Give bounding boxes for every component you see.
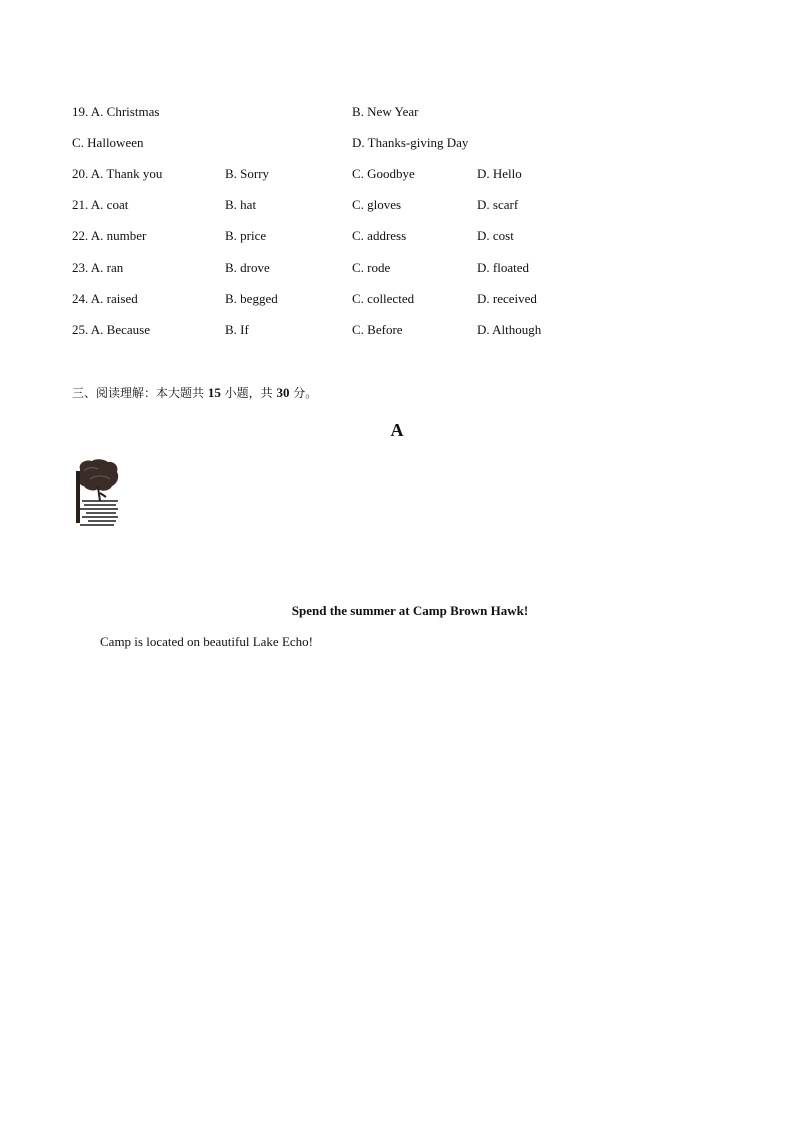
option-text: C. Before <box>352 322 403 337</box>
option-text: B. price <box>225 228 267 243</box>
section-score: 30 <box>276 385 290 400</box>
option-text: B. begged <box>225 291 278 306</box>
option-text: C. Goodbye <box>352 166 415 181</box>
section-heading-middle: 小题，共 <box>220 386 277 400</box>
option-text: B. If <box>225 322 249 337</box>
option-text: 24. A. raised <box>72 291 138 306</box>
option-text: C. address <box>352 228 407 243</box>
option-text: D. received <box>477 291 537 306</box>
camp-tree-logo-icon <box>74 457 120 527</box>
option-text: 19. A. Christmas <box>72 104 160 119</box>
option-text: C. rode <box>352 260 391 275</box>
option-text: D. cost <box>477 228 514 243</box>
option-text: 20. A. Thank you <box>72 166 163 181</box>
option-text: D. scarf <box>477 197 519 212</box>
option-text: C. collected <box>352 291 415 306</box>
option-text: D. Thanks-giving Day <box>352 135 469 150</box>
option-text: 23. A. ran <box>72 260 124 275</box>
option-row <box>72 226 722 246</box>
section-heading <box>72 383 317 403</box>
section-question-count: 15 <box>207 385 221 400</box>
section-heading-suffix: 分。 <box>289 386 318 400</box>
option-text: D. Although <box>477 322 542 337</box>
option-row <box>72 133 722 153</box>
option-row <box>72 164 722 184</box>
option-text: 22. A. number <box>72 228 147 243</box>
option-text: D. floated <box>477 260 529 275</box>
option-text: C. gloves <box>352 197 402 212</box>
option-text: B. Sorry <box>225 166 270 181</box>
camp-ad-line: Camp is located on beautiful Lake Echo! <box>100 634 313 649</box>
option-text: B. drove <box>225 260 270 275</box>
option-row <box>72 258 722 278</box>
camp-ad-title: Spend the summer at Camp Brown Hawk! <box>291 603 529 618</box>
option-text: 21. A. coat <box>72 197 129 212</box>
option-text: 25. A. Because <box>72 322 150 337</box>
option-text: D. Hello <box>477 166 522 181</box>
option-text: B. New Year <box>352 104 419 119</box>
section-heading-prefix: 三、阅读理解：本大题共 <box>72 386 208 400</box>
passage-letter: A <box>390 420 404 440</box>
option-row <box>72 320 722 340</box>
option-text: C. Halloween <box>72 135 144 150</box>
option-row <box>72 289 722 309</box>
option-row <box>72 102 722 122</box>
option-row <box>72 195 722 215</box>
option-text: B. hat <box>225 197 257 212</box>
